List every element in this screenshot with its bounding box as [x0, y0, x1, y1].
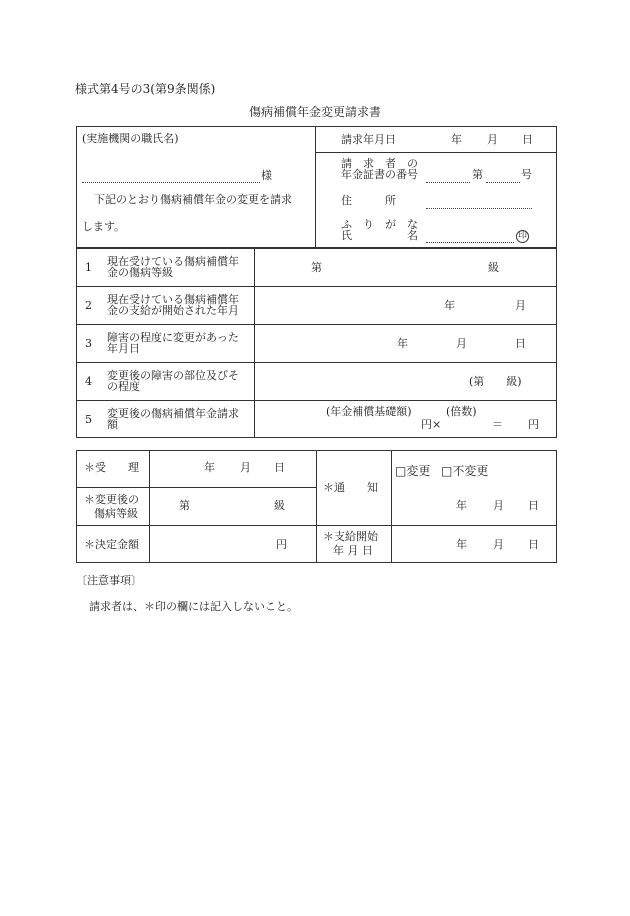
result-yen: 円 — [528, 418, 539, 431]
grade-dai: 第 — [311, 261, 322, 274]
unchanged-checkbox[interactable]: □不変更 — [441, 464, 489, 478]
change-month-unit: 月 — [456, 337, 467, 350]
payment-start-field[interactable] — [256, 288, 554, 322]
notice-day-unit: 日 — [528, 499, 539, 512]
items-row-line-1 — [76, 286, 557, 287]
new-grade-label-line2: 傷病等級 — [94, 507, 138, 520]
item-number: 5 — [85, 413, 92, 426]
grade-kyu: 級 — [488, 261, 499, 274]
start-year-unit: 年 — [444, 299, 455, 312]
form-number: 様式第4号の3(第9条関係) — [75, 82, 216, 96]
claimant-label-line2: 年金証書の番号 — [341, 168, 418, 181]
item-label-line2: の程度 — [107, 380, 140, 393]
certificate-number-field-b[interactable] — [486, 182, 520, 183]
certificate-number-field-a[interactable] — [426, 182, 470, 183]
new-grade-label-line1: ＊変更後の — [84, 493, 139, 506]
item-label-line1: 現在受けている傷病補償年 — [107, 293, 239, 306]
name-label: 氏 名 — [341, 229, 418, 242]
items-row-line-2 — [76, 324, 557, 325]
multiplier-heading: (倍数) — [446, 405, 477, 418]
honorific: 様 — [261, 169, 272, 182]
top-divider — [315, 126, 316, 248]
payment-start-label-line1: ＊支給開始 — [323, 530, 378, 543]
item-label-line2: 金の支給が開始された年月 — [107, 304, 239, 317]
date-row-line — [315, 152, 557, 153]
seal-mark: 印 — [517, 231, 527, 241]
payment-start-label-line2: 年 月 日 — [333, 544, 373, 557]
office-row-line-2 — [76, 525, 557, 526]
agency-label: (実施機関の職氏名) — [82, 132, 179, 145]
change-day-unit: 日 — [515, 337, 526, 350]
item-number: 2 — [85, 299, 92, 312]
current-grade-field[interactable] — [256, 250, 554, 284]
agency-name-field[interactable] — [82, 182, 260, 183]
start-date-day-unit: 日 — [528, 538, 539, 551]
claim-amount-field[interactable] — [256, 402, 554, 436]
item-label-line1: 現在受けている傷病補償年 — [107, 255, 239, 268]
request-text-line1: 下記のとおり傷病補償年金の変更を請求 — [94, 193, 292, 206]
address-label: 住 所 — [341, 194, 396, 207]
notice-label: ＊通 知 — [323, 481, 378, 494]
items-row-line-4 — [76, 400, 557, 401]
notice-year-unit: 年 — [456, 499, 467, 512]
start-date-month-unit: 月 — [493, 538, 504, 551]
office-grade-kyu: 級 — [274, 499, 285, 512]
received-month-unit: 月 — [240, 461, 251, 474]
certificate-dai: 第 — [472, 168, 483, 181]
date-day-unit: 日 — [522, 133, 533, 146]
item-label-line2: 額 — [107, 418, 118, 431]
item-label-line1: 変更後の障害の部位及びそ — [107, 369, 239, 382]
item-label-line1: 障害の程度に変更があった — [107, 331, 239, 344]
items-row-line-3 — [76, 362, 557, 363]
injury-description-field[interactable] — [256, 364, 554, 398]
received-day-unit: 日 — [274, 461, 285, 474]
item-number: 4 — [85, 375, 92, 388]
request-text-line2: します。 — [82, 220, 126, 233]
notice-month-unit: 月 — [493, 499, 504, 512]
office-col-divider-2 — [316, 450, 317, 563]
office-col-divider-1 — [149, 450, 150, 563]
item-label-line2: 金の傷病等級 — [107, 266, 173, 279]
item-label-line1: 変更後の傷病補償年金請求 — [107, 407, 239, 420]
furigana-label: ふ り が な — [341, 218, 418, 231]
change-date-field[interactable] — [256, 326, 554, 360]
form-title: 傷病補償年金変更請求書 — [249, 105, 382, 119]
items-col-divider — [254, 248, 255, 438]
date-month-unit: 月 — [487, 133, 498, 146]
change-year-unit: 年 — [397, 337, 408, 350]
notes-heading: 〔注意事項〕 — [76, 574, 142, 587]
office-row-line-1 — [76, 487, 316, 488]
decided-amount-label: ＊決定金額 — [84, 538, 139, 551]
item-label-line2: 年月日 — [107, 342, 140, 355]
address-field[interactable] — [426, 208, 532, 209]
office-grade-dai: 第 — [179, 499, 190, 512]
base-amount-heading: (年金補償基礎額) — [326, 405, 412, 418]
changed-checkbox[interactable]: □変更 — [395, 464, 431, 478]
request-date-label: 請求年月日 — [341, 133, 396, 146]
item-number: 3 — [85, 337, 92, 350]
certificate-go: 号 — [521, 168, 532, 181]
start-month-unit: 月 — [515, 299, 526, 312]
item-number: 1 — [85, 261, 92, 274]
received-year-unit: 年 — [204, 461, 215, 474]
name-field[interactable] — [426, 242, 514, 243]
notes-text: 請求者は、＊印の欄には記入しないこと。 — [89, 600, 298, 613]
claimant-label-line1: 請 求 者 の — [341, 157, 418, 170]
new-grade-unit: (第 級) — [469, 375, 522, 388]
office-col-divider-3 — [391, 450, 392, 563]
date-year-unit: 年 — [451, 133, 462, 146]
equals-sign: ＝ — [492, 418, 503, 431]
yen-times: 円× — [421, 418, 442, 431]
start-date-year-unit: 年 — [456, 538, 467, 551]
received-label: ＊受 理 — [84, 461, 139, 474]
decided-amount-unit: 円 — [276, 538, 287, 551]
